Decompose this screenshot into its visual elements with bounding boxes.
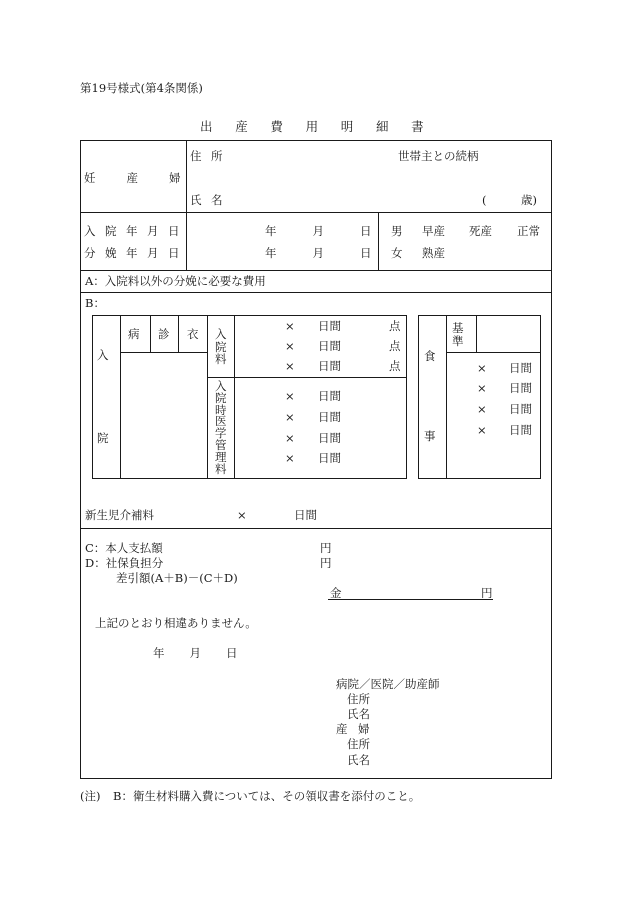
glyph: 住 <box>190 149 202 163</box>
days-unit: 日間 <box>509 423 532 437</box>
times-sign: × <box>477 423 487 437</box>
section-b-label: B： <box>85 296 105 310</box>
patient-signature-label <box>336 723 370 735</box>
times-sign: × <box>285 451 295 465</box>
patient-address-label: 住所 <box>347 737 370 751</box>
amount-prefix: 金 <box>330 586 342 600</box>
glyph: 年 <box>126 246 138 260</box>
glyph: 入 <box>84 224 96 238</box>
days-unit: 日間 <box>318 319 341 333</box>
times-sign: × <box>285 319 295 333</box>
insurance-unit: 円 <box>320 556 332 570</box>
glyph: 書 <box>411 119 424 134</box>
glyph: 婦 <box>169 171 181 185</box>
glyph: 院 <box>97 431 109 445</box>
glyph: 名 <box>211 193 223 207</box>
glyph: 妊 <box>84 171 96 185</box>
glyph: 日 <box>226 646 238 660</box>
insurance-label: D：社保負担分 <box>85 556 164 570</box>
glyph: 入 <box>97 348 109 362</box>
outcome-full-term: 熟産 <box>422 246 445 260</box>
form-number: 第19号様式(第4条関係) <box>80 81 203 95</box>
glyph: 婦 <box>358 722 370 736</box>
glyph: 料 <box>215 352 227 366</box>
glyph: 産 <box>126 171 138 185</box>
days-unit: 日間 <box>509 381 532 395</box>
footnote-text: B：衛生材料購入費については、その領収書を添付のこと。 <box>113 789 421 803</box>
times-sign: × <box>285 431 295 445</box>
declaration-date-units <box>153 647 238 659</box>
sex-female: 女 <box>391 246 403 260</box>
glyph: 月 <box>147 246 159 260</box>
glyph: 管 <box>215 437 227 452</box>
outcome-normal: 正常 <box>517 224 540 238</box>
times-sign: × <box>285 359 295 373</box>
glyph: 日 <box>168 246 180 260</box>
times-sign: × <box>285 339 295 353</box>
days-unit: 日間 <box>318 451 341 465</box>
times-sign: × <box>477 361 487 375</box>
glyph: 月 <box>312 246 324 260</box>
glyph: 年 <box>153 646 165 660</box>
times-sign: × <box>237 508 247 522</box>
outcome-premature: 早産 <box>422 224 445 238</box>
provider-address-label: 住所 <box>347 692 370 706</box>
delivery-date-units <box>265 247 372 259</box>
room-fee-label <box>215 328 227 365</box>
glyph: 院 <box>215 390 227 405</box>
age-open-paren: ( <box>482 193 487 207</box>
newborn-care-label: 新生児介補料 <box>85 508 154 522</box>
header-diagnosis: 診 <box>158 327 170 341</box>
glyph: 医 <box>215 414 227 429</box>
glyph: 産 <box>235 119 248 134</box>
days-unit: 日間 <box>509 402 532 416</box>
delivery-date-label <box>84 247 180 259</box>
footnote-prefix: (注) <box>80 789 101 803</box>
glyph: 産 <box>336 722 348 736</box>
glyph: 時 <box>215 402 227 417</box>
patient-name-label: 氏名 <box>347 753 370 767</box>
glyph: 入 <box>215 379 227 393</box>
glyph: 娩 <box>105 246 117 260</box>
admission-date-units <box>265 225 372 237</box>
glyph: 月 <box>189 646 201 660</box>
glyph: 氏 <box>190 193 202 207</box>
glyph: 日 <box>360 246 372 260</box>
glyph: 理 <box>215 449 227 464</box>
admission-date-label <box>84 225 180 237</box>
header-illness: 病 <box>128 327 140 341</box>
glyph: 料 <box>215 461 227 476</box>
times-sign: × <box>477 402 487 416</box>
patient-paid-unit: 円 <box>320 541 332 555</box>
address-label <box>190 150 223 162</box>
glyph: 院 <box>215 339 227 354</box>
outcome-stillbirth: 死産 <box>469 224 492 238</box>
glyph: 年 <box>265 224 277 238</box>
times-sign: × <box>477 381 487 395</box>
amount-unit: 円 <box>481 586 493 600</box>
days-unit: 日間 <box>318 359 341 373</box>
glyph: 日 <box>360 224 372 238</box>
times-sign: × <box>285 389 295 403</box>
glyph: 事 <box>424 429 436 443</box>
points-unit: 点 <box>389 319 401 333</box>
days-unit: 日間 <box>509 361 532 375</box>
provider-name-label: 氏名 <box>347 707 370 721</box>
glyph: 明 <box>340 119 354 134</box>
glyph: 分 <box>84 246 96 260</box>
meal-table-border <box>419 316 541 479</box>
days-unit: 日間 <box>318 389 341 403</box>
age-unit: 歳) <box>521 193 537 207</box>
glyph: 費 <box>270 119 283 134</box>
glyph: 年 <box>265 246 277 260</box>
glyph: 日 <box>168 224 180 238</box>
times-sign: × <box>285 410 295 424</box>
name-label <box>190 194 223 206</box>
patient-paid-label: C：本人支払額 <box>85 541 163 555</box>
hospitalization-label <box>97 349 109 444</box>
declaration-statement: 上記のとおり相違ありません。 <box>95 616 257 630</box>
glyph: 学 <box>215 426 227 441</box>
glyph: 出 <box>200 119 213 134</box>
glyph: 月 <box>312 224 324 238</box>
section-a-label: A：入院料以外の分娩に必要な費用 <box>85 274 266 288</box>
days-unit: 日間 <box>294 508 317 522</box>
glyph: 入 <box>215 327 227 341</box>
meal-standard-label <box>452 322 464 347</box>
relationship-label: 世帯主との続柄 <box>398 149 479 163</box>
glyph: 院 <box>105 224 117 238</box>
days-unit: 日間 <box>318 431 341 445</box>
points-unit: 点 <box>389 339 401 353</box>
meal-label <box>424 350 436 442</box>
glyph: 食 <box>424 349 436 363</box>
form-title <box>200 120 424 133</box>
glyph: 細 <box>375 119 389 134</box>
glyph: 所 <box>211 149 223 163</box>
days-unit: 日間 <box>318 339 341 353</box>
glyph: 月 <box>147 224 159 238</box>
pregnant-woman-label <box>84 172 181 184</box>
glyph: 用 <box>305 119 319 134</box>
glyph: 基 <box>452 321 464 335</box>
glyph: 準 <box>452 333 464 348</box>
management-fee-label <box>215 380 227 475</box>
sex-male: 男 <box>391 224 403 238</box>
provider-label: 病院／医院／助産師 <box>336 677 440 691</box>
difference-label: 差引額(A＋B)－(C＋D) <box>116 571 238 585</box>
glyph: 年 <box>126 224 138 238</box>
days-unit: 日間 <box>318 410 341 424</box>
points-unit: 点 <box>389 359 401 373</box>
header-clothing: 衣 <box>187 327 199 341</box>
